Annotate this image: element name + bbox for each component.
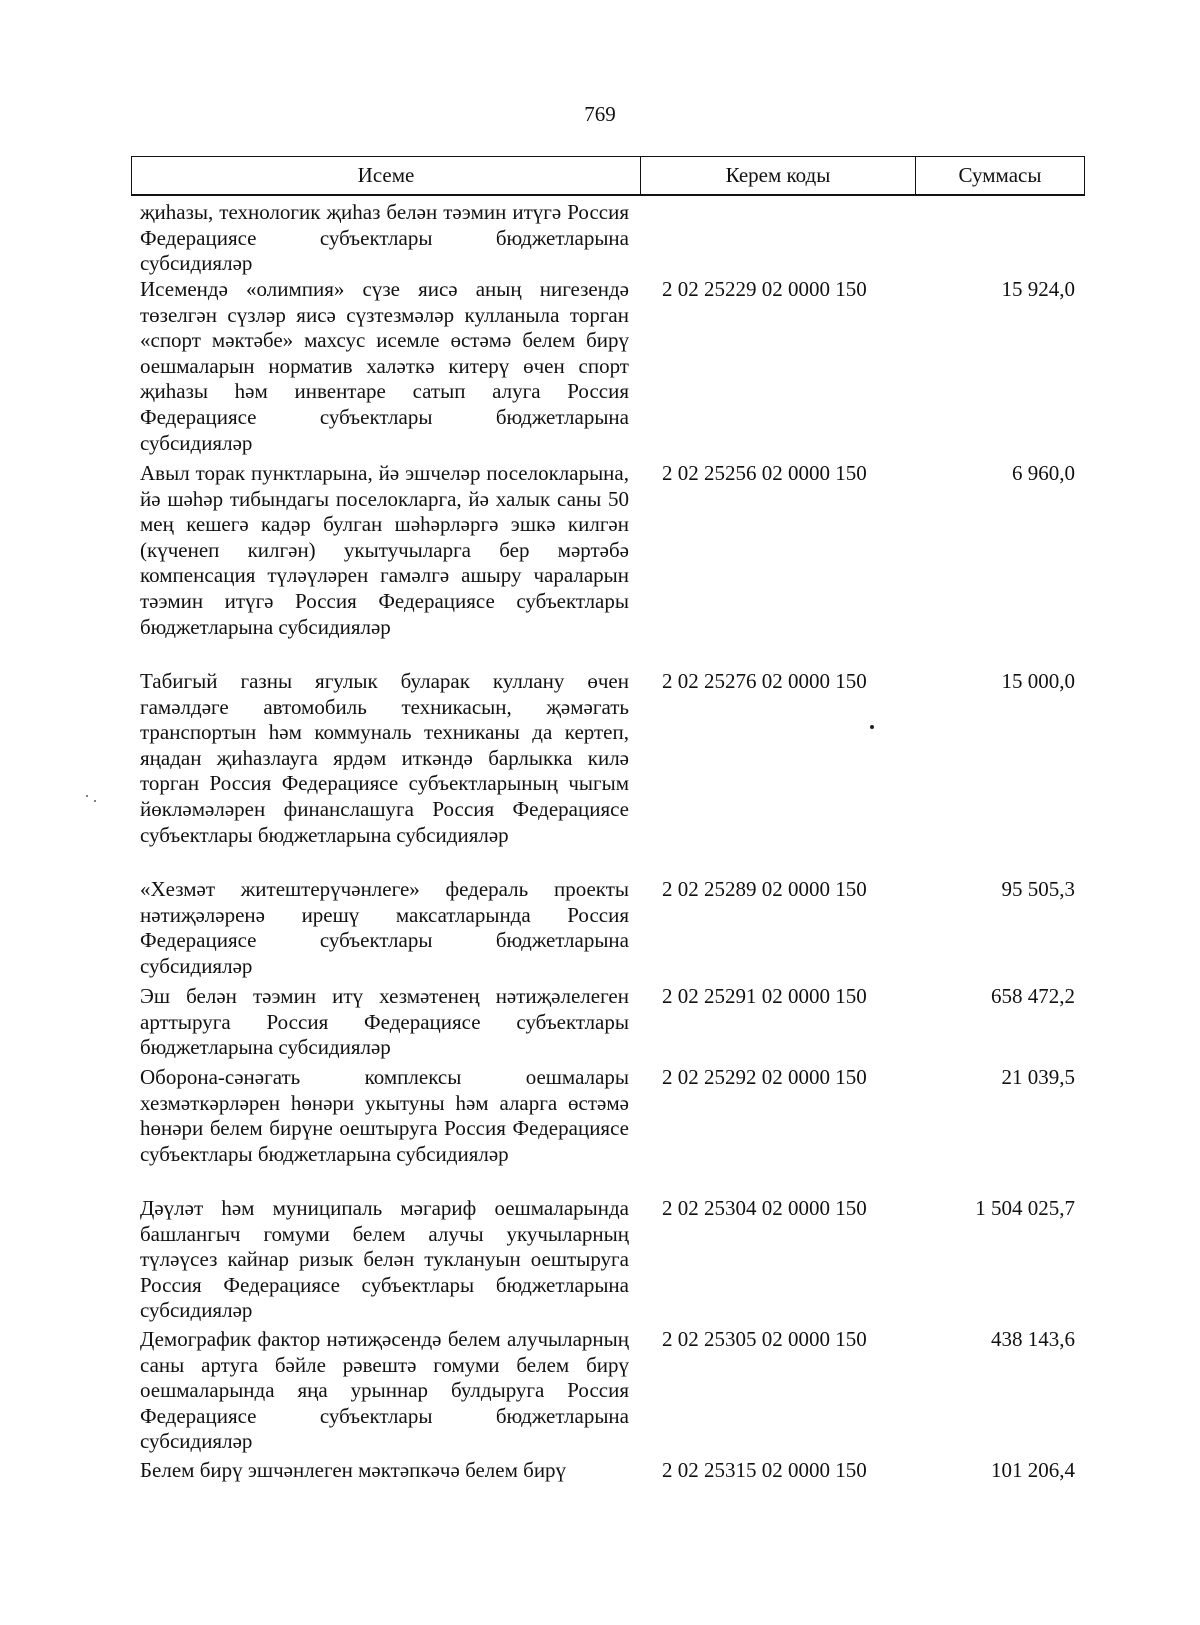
column-header-code: Керем коды [641, 157, 916, 194]
row-sum: 95 505,3 [1001, 877, 1075, 901]
row-name: Дәүләт һәм муниципаль мәгариф оешмаларында башлангыч гомуми белем алучы укучыларның түләүсез кайнар ризык белән туклануын оештыруга Россия Федерациясе субъектлары бюджетларына субсидияләр [140, 1196, 629, 1323]
row-name: Демографик фактор нәтиҗәсендә белем алучыларның саны артуга бәйле рәвештә гомуми белем бирү оешмаларында яңа урыннар булдыруга Россия Федерациясе субъектлары бюджетларына субсидияләр [140, 1327, 629, 1454]
row-sum: 6 960,0 [1012, 461, 1075, 485]
row-code: 2 02 25291 02 0000 150 [662, 984, 867, 1008]
row-code: 2 02 25315 02 0000 150 [662, 1458, 867, 1482]
row-sum: 21 039,5 [1001, 1065, 1075, 1089]
row-code: 2 02 25304 02 0000 150 [662, 1196, 867, 1220]
row-name: «Хезмәт житештерүчәнлеге» федераль проекты нәтиҗәләренә ирешү максатларында Россия Федерациясе субъектлары бюджетларына субсидияләр [140, 877, 629, 978]
row-name: Оборона-сәнәгать комплексы оешмалары хезмәткәрләрен һөнәри укытуны һәм аларга өстәмә һөнәри белем бирүне оештыруга Россия Федерациясе субъектлары бюджетларына субсидияләр [140, 1065, 629, 1166]
row-sum: 1 504 025,7 [975, 1196, 1075, 1220]
row-name: Эш белән тәэмин итү хезмәтенең нәтиҗәлелеген арттыруга Россия Федерациясе субъектлары бюджетларына субсидияләр [140, 984, 629, 1060]
row-name: Авыл торак пунктларына, йә эшчеләр поселокларына, йә шәһәр тибындагы поселокларга, йә халык саны 50 мең кешегә кадәр булган шәһәрләргә эшкә килгән (күченеп килгән) укытучыларга бер мәртәбә компенсация түләүләрен гамәлгә ашыру чараларын тәэмин итүгә Россия Федерациясе субъектлары бюджетларына субсидияләр [140, 461, 629, 639]
page-number: 769 [584, 102, 616, 126]
row-name: Белем бирү эшчәнлеген мәктәпкәчә белем бирү [140, 1458, 567, 1482]
row-code: 2 02 25292 02 0000 150 [662, 1065, 867, 1089]
row-sum: 15 924,0 [1001, 277, 1075, 301]
row-name: Исемендә «олимпия» сүзе яисә аның нигезендә төзелгән сүзләр яисә сүзтезмәләр кулланыла торган «спорт мәктәбе» махсус исемле өстәмә белем бирү оешмаларын норматив халәткә китерү өчен спорт җиһазы һәм инвентаре сатып алуга Россия Федерациясе субъектлары бюджетларына субсидияләр [140, 277, 629, 455]
column-header-name: Исеме [132, 157, 641, 194]
row-name: җиһазы, технологик җиһаз белән тәэмин итүгә Россия Федерациясе субъектлары бюджетларына субсидияләр [140, 200, 629, 276]
row-code: 2 02 25276 02 0000 150 [662, 669, 867, 693]
row-sum: 15 000,0 [1001, 669, 1075, 693]
row-code: 2 02 25305 02 0000 150 [662, 1327, 867, 1351]
row-name: Табигый газны ягулык буларак куллану өчен гамәлдәге автомобиль техникасын, җәмәгать транспортын һәм коммуналь техниканы да кертеп, яңадан җиһазлауга ярдәм иткәндә барлыкка килә торган Россия Федерациясе субъектларының чыгым йөкләмәләрен финанслашуга Россия Федерациясе субъектлары бюджетларына субсидияләр [140, 669, 629, 847]
row-code: 2 02 25289 02 0000 150 [662, 877, 867, 901]
row-sum: 658 472,2 [991, 984, 1075, 1008]
row-code: 2 02 25229 02 0000 150 [662, 277, 867, 301]
row-sum: 101 206,4 [991, 1458, 1075, 1482]
row-code: 2 02 25256 02 0000 150 [662, 461, 867, 485]
row-sum: 438 143,6 [991, 1327, 1075, 1351]
column-header-sum: Суммасы [958, 163, 1042, 187]
